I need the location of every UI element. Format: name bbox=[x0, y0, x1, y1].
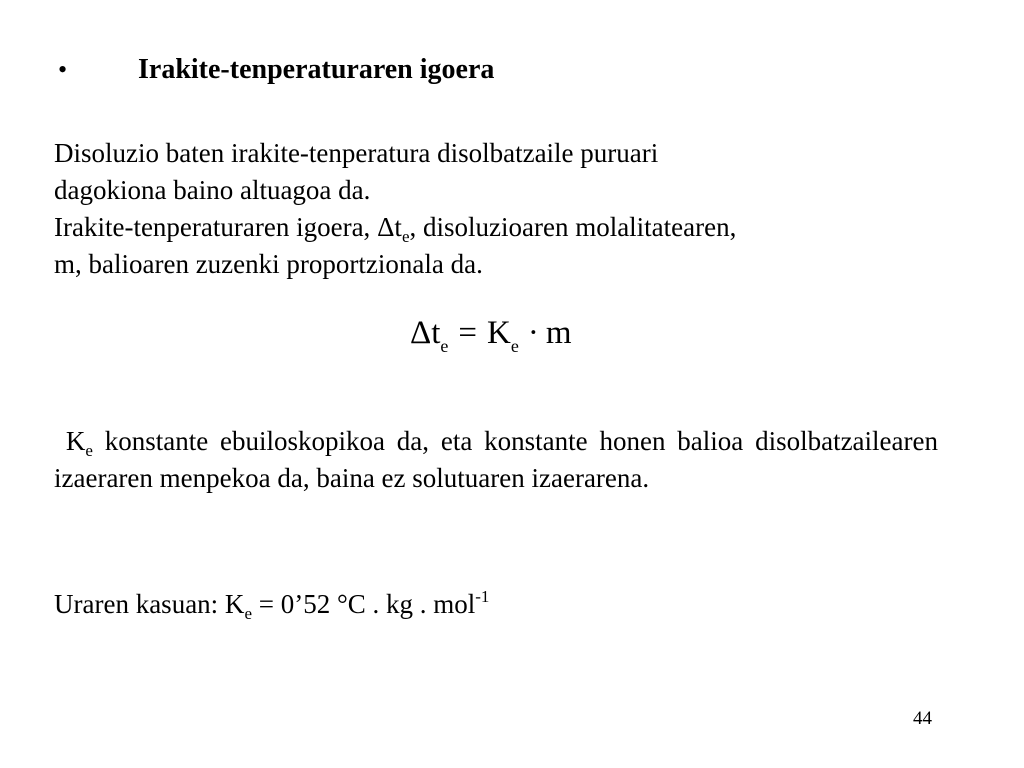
formula-multiply-dot: · bbox=[527, 315, 539, 351]
ke-description: konstante ebuiloskopikoa da, eta konstante honen balioa disolbatzailearen izaeraren menpekoa da, baina ez solutuaren izaerarena. bbox=[54, 426, 938, 493]
water-constant-exponent: -1 bbox=[475, 587, 490, 606]
heading-title: Irakite-tenperaturaren igoera bbox=[138, 54, 495, 85]
ke-subscript: e bbox=[85, 441, 93, 460]
delta-t-symbol: Δt bbox=[377, 212, 402, 242]
proportionality-line-2: m, balioaren zuzenki proportzionala da. bbox=[54, 249, 483, 279]
delta-t-subscript: e bbox=[401, 227, 410, 246]
ebullioscopic-constant-paragraph bbox=[54, 423, 938, 497]
proportionality-text-after: , disoluzioaren molalitatearen, bbox=[409, 212, 737, 242]
boiling-point-formula bbox=[410, 313, 572, 356]
formula-lhs-subscript: e bbox=[440, 336, 449, 356]
water-constant-value: = 0’52 °C . kg . mol bbox=[251, 589, 476, 619]
water-constant-prefix: Uraren kasuan: K bbox=[54, 589, 245, 619]
formula-k: K bbox=[487, 315, 511, 351]
page-number: 44 bbox=[913, 708, 932, 729]
definition-line-1: Disoluzio baten irakite-tenperatura disolbatzaile puruari bbox=[54, 138, 659, 168]
proportionality-text-before: Irakite-tenperaturaren igoera, bbox=[54, 212, 378, 242]
section-heading bbox=[58, 52, 494, 88]
formula-lhs: Δt bbox=[410, 315, 441, 351]
formula-equals: = bbox=[458, 315, 478, 351]
definition-line-2: dagokiona baino altuagoa da. bbox=[54, 175, 371, 205]
formula-k-subscript: e bbox=[510, 336, 519, 356]
formula-m: m bbox=[545, 315, 572, 351]
water-constant-subscript: e bbox=[244, 604, 252, 623]
ke-symbol: K bbox=[65, 426, 86, 456]
bullet-icon: • bbox=[58, 55, 68, 84]
proportionality-paragraph bbox=[54, 209, 736, 283]
definition-paragraph bbox=[54, 135, 658, 209]
proportionality-line-1 bbox=[54, 209, 736, 246]
water-constant-line bbox=[54, 586, 489, 623]
